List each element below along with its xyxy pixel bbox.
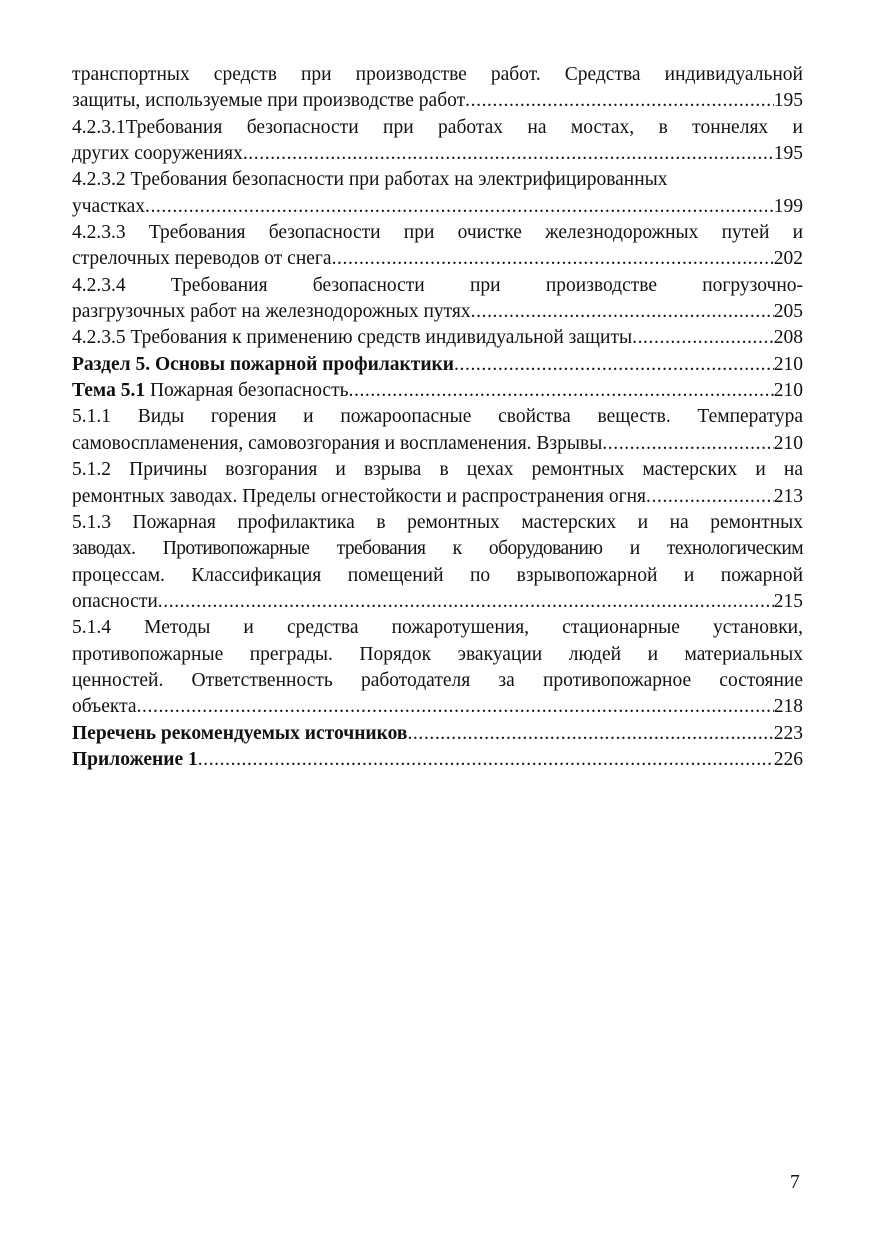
dot-leader — [332, 246, 774, 272]
toc-entry-line: 4.2.3.3 Требования безопасности при очистке железнодорожных путей и — [72, 222, 803, 244]
toc-section-title: Раздел 5. Основы пожарной профилактики — [72, 353, 455, 375]
dot-leader — [471, 299, 774, 325]
toc-page-number: 226 — [773, 748, 803, 770]
toc-entry-title: ремонтных заводах. Пределы огнестойкости и распространения огня — [72, 485, 647, 507]
dot-leader — [454, 352, 774, 378]
toc-entry-title: участках — [72, 195, 145, 217]
toc-entry-title: разгрузочных работ на железнодорожных путях — [72, 301, 471, 323]
toc-entry-line — [72, 194, 803, 220]
toc-entry-line: 5.1.2 Причины возгорания и взрыва в цехах ремонтных мастерских и на — [72, 459, 803, 481]
toc-entry-line: 5.1.1 Виды горения и пожароопасные свойства веществ. Температура — [72, 406, 803, 428]
toc-page-number: 215 — [773, 590, 803, 612]
dot-leader — [198, 747, 774, 773]
toc-entry-line: процессам. Классификация помещений по взрывопожарной и пожарной — [72, 564, 803, 586]
dot-leader — [407, 721, 773, 747]
toc-section-heading — [72, 721, 803, 747]
toc-entry-title: объекта — [72, 696, 137, 718]
dot-leader — [602, 431, 773, 457]
toc-entry-title: других сооружениях — [72, 143, 243, 165]
toc-section-title: Перечень рекомендуемых источников — [72, 722, 408, 744]
toc-section-title: Приложение 1 — [72, 748, 198, 770]
toc-entry-line — [72, 141, 803, 167]
toc-page-number: 210 — [773, 353, 803, 375]
toc-page-number: 202 — [773, 248, 803, 270]
toc-page-number: 199 — [773, 195, 803, 217]
toc-page-number: 223 — [773, 722, 803, 744]
toc-entry-line — [72, 484, 803, 510]
dot-leader — [349, 378, 774, 404]
toc-entry-line — [72, 694, 803, 720]
toc-entry-line: транспортных средств при производстве работ. Средства индивидуальной — [72, 64, 803, 85]
toc-entry-line — [72, 589, 803, 615]
toc-section-heading — [72, 747, 803, 773]
toc-entry-line: ценностей. Ответственность работодателя за противопожарное состояние — [72, 669, 803, 691]
toc-entry-title: самовоспламенения, самовозгорания и воспламенения. Взрывы — [72, 432, 603, 454]
dot-leader — [465, 88, 774, 114]
toc-topic-heading — [72, 378, 803, 404]
toc-entry-line — [72, 88, 803, 114]
toc-page-number: 218 — [773, 696, 803, 718]
toc-page-number: 205 — [773, 301, 803, 323]
toc-page-number: 210 — [773, 380, 803, 402]
toc-entry-line — [72, 431, 803, 457]
toc-entry-title: Тема 5.1 Пожарная безопасность — [72, 380, 349, 402]
toc-topic-label: Тема 5.1 — [72, 380, 146, 402]
toc-entry-title: стрелочных переводов от снега — [72, 248, 332, 270]
toc-entry-line: 4.2.3.1Требования безопасности при работах на мостах, в тоннелях и — [72, 116, 803, 138]
toc-entry-line — [72, 246, 803, 272]
toc-entry-title: опасности — [72, 590, 158, 612]
toc-entry-title: защиты, используемые при производстве работ — [72, 90, 466, 112]
toc-entry-line: 4.2.3.2 Требования безопасности при работах на электрифицированных — [72, 169, 668, 191]
toc-page-number: 210 — [773, 432, 803, 454]
toc-page-number: 208 — [773, 327, 803, 349]
dot-leader — [158, 589, 774, 615]
toc-page-number: 195 — [773, 143, 803, 165]
dot-leader — [243, 141, 774, 167]
toc-page-number: 195 — [773, 90, 803, 112]
toc-entry-line — [72, 325, 803, 351]
toc-entry-line — [72, 299, 803, 325]
page-number: 7 — [790, 1172, 800, 1193]
table-of-contents — [72, 62, 803, 773]
dot-leader — [646, 484, 774, 510]
dot-leader — [632, 325, 774, 351]
dot-leader — [145, 194, 774, 220]
toc-entry-line: противопожарные преграды. Порядок эвакуации людей и материальных — [72, 643, 803, 665]
toc-page-number: 213 — [773, 485, 803, 507]
toc-section-heading — [72, 352, 803, 378]
toc-entry-line: заводах. Противопожарные требования к оборудованию и технологическим — [72, 538, 803, 560]
toc-entry-line: 4.2.3.4 Требования безопасности при производстве погрузочно- — [72, 274, 803, 296]
toc-entry-title: 4.2.3.5 Требования к применению средств индивидуальной защиты — [72, 327, 633, 349]
toc-entry-line: 5.1.3 Пожарная профилактика в ремонтных мастерских и на ремонтных — [72, 511, 803, 533]
dot-leader — [137, 694, 774, 720]
toc-entry-line: 5.1.4 Методы и средства пожаротушения, стационарные установки, — [72, 617, 803, 639]
